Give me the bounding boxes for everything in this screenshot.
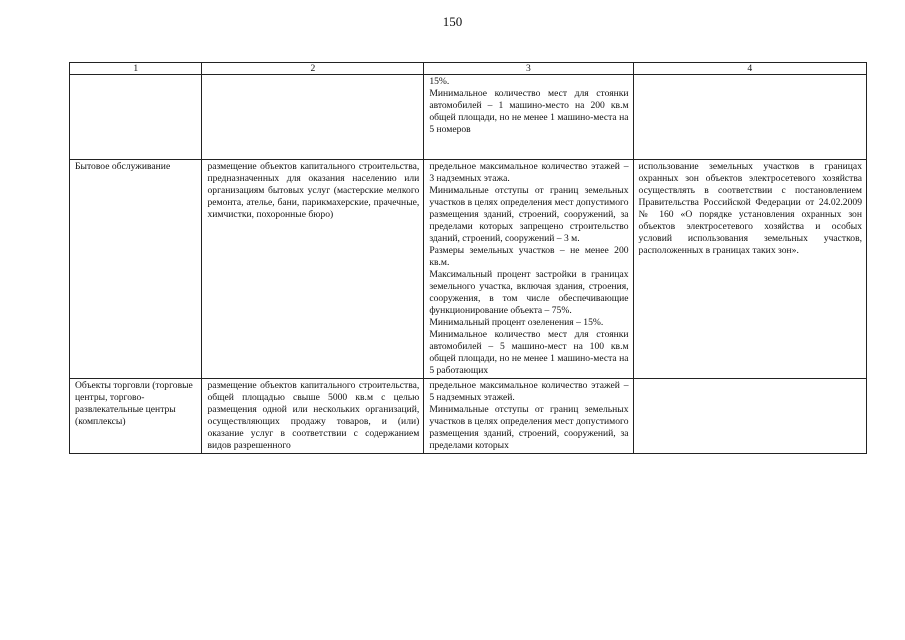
regulations-table [69,62,867,454]
restrictions-cell [633,160,866,379]
use-type-text: Объекты торговли (торговые центры, торгово-развлекательные центры (комплексы) [75,380,193,427]
table-header-row [70,63,867,75]
parameters-text: 15%. Минимальное количество мест для стоянки автомобилей – 1 машино-место на 200 кв.м общей площади, но не менее 1 машино-места на 5 номеров [429,76,629,135]
restrictions-cell [633,75,866,160]
column-header: 2 [202,63,424,75]
use-type-text: Бытовое обслуживание [75,161,171,172]
restrictions-cell [633,379,866,454]
use-type-cell [70,379,202,454]
column-header: 3 [424,63,633,75]
parameters-text: предельное максимальное количество этажей – 3 надземных этажа. Минимальные отступы от границ земельных участков в целях определения мест допустимого размещения зданий, строений, сооружений, за пределами которых запрещено строительство зданий, строений, сооружений – 3 м. Размеры земельных участков – не менее 200 кв.м. Максимальный процент застройки в границах земельного участка, включая здания, строения, сооружения, в том числе обеспечивающие функционирование объекта – 75%. Минимальный процент озеленения – 15%. Минимальное количество мест для стоянки автомобилей – 5 машино-мест на 100 кв.м общей площади, но не менее 1 машино-места на 5 работающих [429,161,629,376]
parameters-cell [424,160,633,379]
column-header: 4 [633,63,866,75]
parameters-cell [424,75,633,160]
description-cell [202,160,424,379]
use-type-cell [70,75,202,160]
parameters-text: предельное максимальное количество этажей – 5 надземных этажей. Минимальные отступы от границ земельных участков в целях определения мест допустимого размещения зданий, строений, сооружений, за пределами которых [429,380,629,451]
column-header: 1 [70,63,202,75]
description-cell [202,75,424,160]
restrictions-text: использование земельных участков в границах охранных зон объектов электросетевого хозяйства осуществлять в соответствии с постановлением Правительства Российской Федерации от 24.02.2009 № 160 «О порядке установления охранных зон объектов электросетевого хозяйства и особых условий использования земельных участков, расположенных в границах таких зон». [638,161,862,256]
table-row [70,379,867,454]
table-row [70,75,867,160]
parameters-cell [424,379,633,454]
use-type-cell [70,160,202,379]
description-cell [202,379,424,454]
description-text: размещение объектов капитального строительства, общей площадью свыше 5000 кв.м с целью размещения одной или нескольких организаций, осуществляющих продажу товаров, и (или) оказание услуг в соответствии с содержанием видов разрешенного [207,380,420,451]
table-row [70,160,867,379]
page-number: 150 [442,14,463,29]
description-text: размещение объектов капитального строительства, предназначенных для оказания населению или организациям бытовых услуг (мастерские мелкого ремонта, ателье, бани, парикмахерские, прачечные, химчистки, похоронные бюро) [207,161,420,220]
